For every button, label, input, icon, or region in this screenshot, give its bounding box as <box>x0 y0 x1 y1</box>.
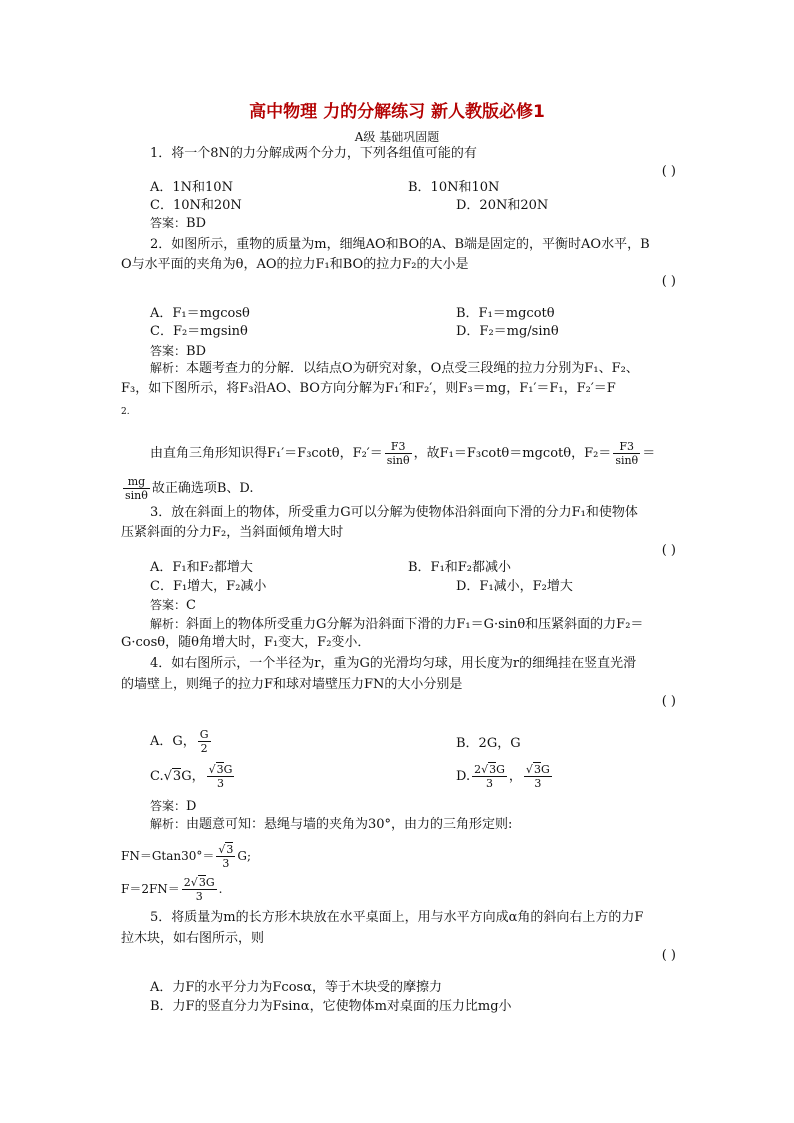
fraction-denominator: 3 <box>217 777 224 790</box>
sqrt-sign: √ <box>163 769 172 784</box>
q2-analysis-line5 <box>121 475 254 502</box>
q4-analysis-line1 <box>150 815 512 834</box>
sqrt-radicand: 3 <box>226 843 234 856</box>
fraction-denominator: 3 <box>222 857 230 870</box>
q3-option-c: C．F₁增大，F₂减小 <box>150 579 267 594</box>
q2-option-d: D．F₂＝mg/sinθ <box>456 324 559 339</box>
fraction-numerator: G <box>199 728 209 741</box>
analysis-label: 解析： <box>150 361 187 375</box>
fraction-numerator <box>182 876 217 890</box>
q2-analysis-line2: F₃，如下图所示，将F₃沿AO、BO方向分解为F₁′和F₂′，则F₃＝mg，F₁′＝F₁，F₂′＝F <box>121 381 616 396</box>
q1-answer <box>150 214 206 233</box>
q3-option-a: A．F₁和F₂都增大 <box>150 560 253 575</box>
equation-prefix: F＝2FN＝ <box>121 882 180 896</box>
fraction-numerator-prefix: 2 <box>183 876 191 889</box>
fraction-numerator-suffix: G <box>223 763 233 776</box>
q3-answer-blank: ( ) <box>661 543 676 558</box>
q4-option-d-prefix: D. <box>456 769 471 784</box>
q5-stem-line2: 拉木块，如右图所示，则 <box>121 931 265 946</box>
answer-label: 答案： <box>150 799 187 813</box>
q5-answer-blank: ( ) <box>661 948 676 963</box>
answer-label: 答案： <box>150 598 187 612</box>
fraction-numerator <box>472 763 507 777</box>
q3-analysis-line1 <box>150 615 643 634</box>
q4-equation-1 <box>121 843 251 870</box>
q1-stem: 1．将一个8N的力分解成两个分力，下列各组值可能的有 <box>150 146 477 161</box>
q1-answer-value: BD <box>186 216 206 231</box>
q5-option-b: B．力F的竖直分力为Fsinα，它使物体m对桌面的压力比mg小 <box>150 999 512 1014</box>
q2-option-c: C．F₂＝mgsinθ <box>150 324 248 339</box>
q4-option-c <box>150 763 236 790</box>
q3-analysis-line2: G·cosθ，随θ角增大时，F₁变大，F₂变小． <box>121 635 371 650</box>
sqrt-radicand: 3 <box>489 763 497 776</box>
sqrt-sign: √ <box>208 763 216 776</box>
q4-stem-line2: 的墙壁上，则绳子的拉力F和球对墙壁压力FN的大小分别是 <box>121 677 463 692</box>
q4-option-c-mid: G， <box>181 769 205 784</box>
document-title: 高中物理 力的分解练习 新人教版必修1 <box>249 102 545 122</box>
sqrt-radicand: 3 <box>533 763 541 776</box>
q4-equation-2 <box>121 876 222 903</box>
equation-suffix: . <box>218 882 223 896</box>
sqrt-radicand: 3 <box>198 876 206 889</box>
equation-suffix: G; <box>237 849 252 863</box>
fraction-numerator-suffix: G <box>540 763 550 776</box>
q4-option-a <box>150 728 213 755</box>
fraction <box>207 763 235 790</box>
fraction-denominator: 3 <box>486 777 493 790</box>
equation-prefix: FN＝Gtan30°＝ <box>121 849 215 863</box>
q2-analysis-line3: 2. <box>121 407 130 417</box>
fraction-numerator: F3 <box>385 440 412 454</box>
fraction <box>472 763 507 790</box>
q4-answer-value: D <box>186 799 197 814</box>
fraction-denominator: 2 <box>200 742 208 755</box>
section-heading: A级 基础巩固题 <box>354 130 440 144</box>
fraction <box>198 728 211 755</box>
sqrt-sign: √ <box>190 876 198 889</box>
q3-stem-line2: 压紧斜面的分力F₂，当斜面倾角增大时 <box>121 525 344 540</box>
q3-answer-value: C <box>186 598 196 613</box>
fraction-numerator <box>207 763 235 777</box>
fraction-denominator: sinθ <box>386 454 410 467</box>
q2-answer-value: BD <box>186 344 206 359</box>
q2-analysis-text5: 故正确选项B、D. <box>151 481 254 496</box>
fraction-numerator: mg <box>123 475 150 489</box>
q2-analysis-line1 <box>150 359 639 378</box>
q1-option-d: D．20N和20N <box>456 198 549 213</box>
q5-option-a: A．力F的水平分力为Fcosα，等于木块受的摩擦力 <box>150 980 442 995</box>
analysis-label: 解析： <box>150 617 187 631</box>
fraction-denominator: 3 <box>534 777 542 790</box>
q4-option-c-prefix: C. <box>150 769 164 784</box>
fraction-numerator-suffix: G <box>205 876 215 889</box>
analysis-label: 解析： <box>150 817 187 831</box>
q1-option-a: A．1N和10N <box>150 180 233 195</box>
q3-analysis-text1: 斜面上的物体所受重力G分解为沿斜面下滑的力F₁＝G·sinθ和压紧斜面的力F₂＝ <box>186 617 644 632</box>
q2-analysis-line4 <box>150 440 655 467</box>
fraction <box>216 843 235 870</box>
q4-stem-line1: 4．如右图所示，一个半径为r，重为G的光滑均匀球，用长度为r的细绳挂在竖直光滑 <box>150 656 637 671</box>
q3-option-d: D．F₁减小，F₂增大 <box>456 579 573 594</box>
q4-analysis-text1: 由题意可知：悬绳与墙的夹角为30°，由力的三角形定则: <box>186 817 513 832</box>
q1-option-c: C．10N和20N <box>150 198 242 213</box>
q4-option-a-prefix: A．G， <box>150 734 196 749</box>
sqrt-radicand: 3 <box>172 769 182 784</box>
q4-answer-blank: ( ) <box>661 694 676 709</box>
q4-option-d-separator: ， <box>508 769 522 784</box>
q2-stem-line1: 2．如图所示，重物的质量为m，细绳AO和BO的A、B端是固定的，平衡时AO水平，B <box>150 237 650 252</box>
q2-option-a: A．F₁＝mgcosθ <box>150 306 250 321</box>
fraction-numerator-suffix: G <box>496 763 505 776</box>
fraction <box>613 440 640 467</box>
q2-analysis-text4c: ＝ <box>642 446 656 461</box>
q3-option-b: B．F₁和F₂都减小 <box>408 560 512 575</box>
q2-stem-line2: O与水平面的夹角为θ，AO的拉力F₁和BO的拉力F₂的大小是 <box>121 257 469 272</box>
sqrt-radicand: 3 <box>216 763 224 776</box>
q3-answer <box>150 596 196 615</box>
sqrt-sign: √ <box>525 763 533 776</box>
q2-answer-blank: ( ) <box>661 274 676 289</box>
fraction-numerator-prefix: 2 <box>474 763 482 776</box>
fraction-numerator <box>216 843 235 857</box>
q3-stem-line1: 3．放在斜面上的物体，所受重力G可以分解为使物体沿斜面向下滑的分力F₁和使物体 <box>150 505 638 520</box>
fraction-denominator: sinθ <box>125 489 148 502</box>
q4-option-d <box>456 763 554 790</box>
q1-answer-blank: ( ) <box>661 164 676 179</box>
q2-option-b: B．F₁＝mgcotθ <box>456 306 555 321</box>
q4-answer <box>150 797 196 816</box>
fraction-numerator <box>524 763 552 777</box>
q2-analysis-text4b: ，故F₁＝F₃cotθ＝mgcotθ，F₂＝ <box>413 446 612 461</box>
q2-analysis-text4a: 由直角三角形知识得F₁′＝F₃cotθ，F₂′＝ <box>150 446 383 461</box>
answer-label: 答案： <box>150 216 187 230</box>
fraction-denominator: 3 <box>195 890 203 903</box>
q2-analysis-text1: 本题考查力的分解．以结点O为研究对象，O点受三段绳的拉力分别为F₁、F₂、 <box>186 361 639 376</box>
fraction <box>385 440 412 467</box>
fraction-denominator: sinθ <box>615 454 639 467</box>
sqrt-sign: √ <box>218 843 226 856</box>
sqrt-sign: √ <box>481 763 489 776</box>
fraction-numerator: F3 <box>613 440 640 454</box>
fraction <box>182 876 217 903</box>
answer-label: 答案： <box>150 344 187 358</box>
fraction <box>123 475 150 502</box>
q4-option-b: B．2G，G <box>456 736 521 751</box>
fraction <box>524 763 552 790</box>
q5-stem-line1: 5．将质量为m的长方形木块放在水平桌面上，用与水平方向成α角的斜向右上方的力F <box>150 910 644 925</box>
q1-option-b: B．10N和10N <box>408 180 500 195</box>
